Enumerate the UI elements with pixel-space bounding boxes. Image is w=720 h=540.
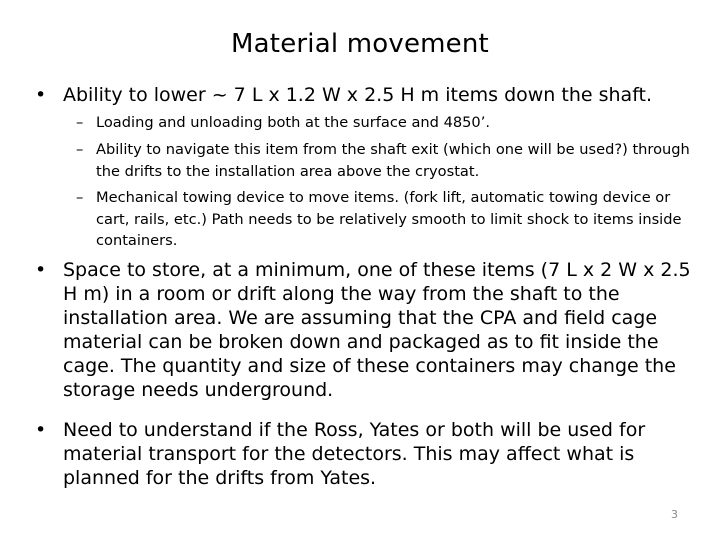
sub-bullet-marker: – xyxy=(76,141,84,158)
bullet-text: Space to store, at a minimum, one of these items (7 L x 2 W x 2.5 H m) in a room or drift along the way from the shaft to the installation area. We are assuming that the CPA and field cage material can be broken down and packaged as to fit inside the cage. The quantity and size of these containers may change the storage needs underground. xyxy=(63,259,691,401)
sub-bullet-text: Loading and unloading both at the surface and 4850’. xyxy=(96,114,490,131)
bullet-marker: • xyxy=(35,419,47,441)
sub-bullet-text: Mechanical towing device to move items. (fork lift, automatic towing device or cart, rails, etc.) Path needs to be relatively smooth to limit shock to items inside containers. xyxy=(96,189,682,249)
sub-bullet-text: Ability to navigate this item from the shaft exit (which one will be used?) through the drifts to the installation area above the cryostat. xyxy=(96,141,690,180)
bullet-item-transport xyxy=(35,419,703,491)
sub-bullet-towing xyxy=(76,187,696,252)
bullet-item-lowering xyxy=(35,83,703,107)
bullet-text: Ability to lower ~ 7 L x 1.2 W x 2.5 H m items down the shaft. xyxy=(63,84,653,106)
bullet-marker: • xyxy=(35,84,47,106)
bullet-marker: • xyxy=(35,259,47,281)
bullet-text: Need to understand if the Ross, Yates or both will be used for material transport for the detectors. This may affect what is planned for the drifts from Yates. xyxy=(63,419,646,489)
sub-bullet-navigate xyxy=(76,139,698,182)
bullet-item-storage xyxy=(35,259,703,402)
sub-bullet-marker: – xyxy=(76,114,84,131)
sub-bullet-marker: – xyxy=(76,189,84,206)
page-number: 3 xyxy=(671,508,678,521)
sub-bullet-loading xyxy=(76,112,696,134)
slide-title: Material movement xyxy=(231,29,489,59)
